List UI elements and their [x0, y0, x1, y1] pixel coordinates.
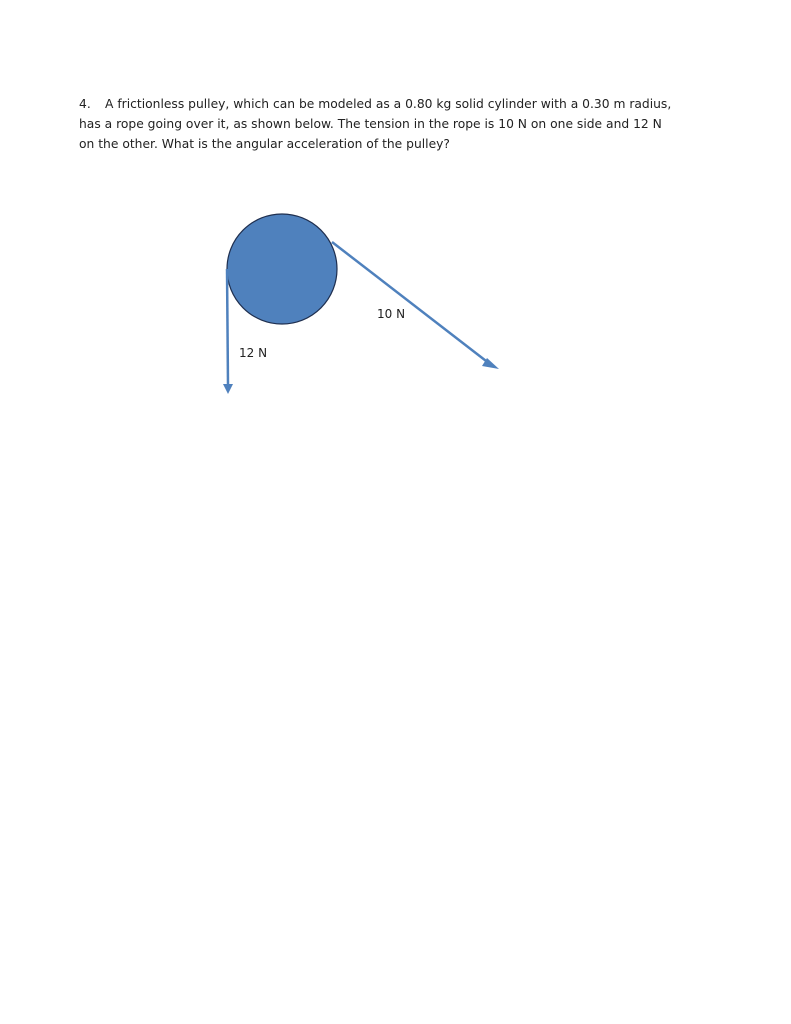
problem-text-line-1: A frictionless pulley, which can be modeled as a 0.80 kg solid cylinder with a 0.30 m radius,: [105, 97, 672, 111]
problem-number: 4.: [79, 97, 91, 111]
right-rope: [332, 242, 490, 364]
pulley-cylinder: [227, 214, 337, 324]
problem-text-line-3: on the other. What is the angular acceleration of the pulley?: [79, 137, 450, 151]
right-tension-label: 10 N: [377, 307, 406, 321]
left-rope: [227, 269, 228, 385]
left-tension-label: 12 N: [239, 346, 268, 360]
left-arrowhead: [223, 384, 233, 394]
problem-text-line-2: has a rope going over it, as shown below. The tension in the rope is 10 N on one side and 12 N: [79, 117, 662, 131]
